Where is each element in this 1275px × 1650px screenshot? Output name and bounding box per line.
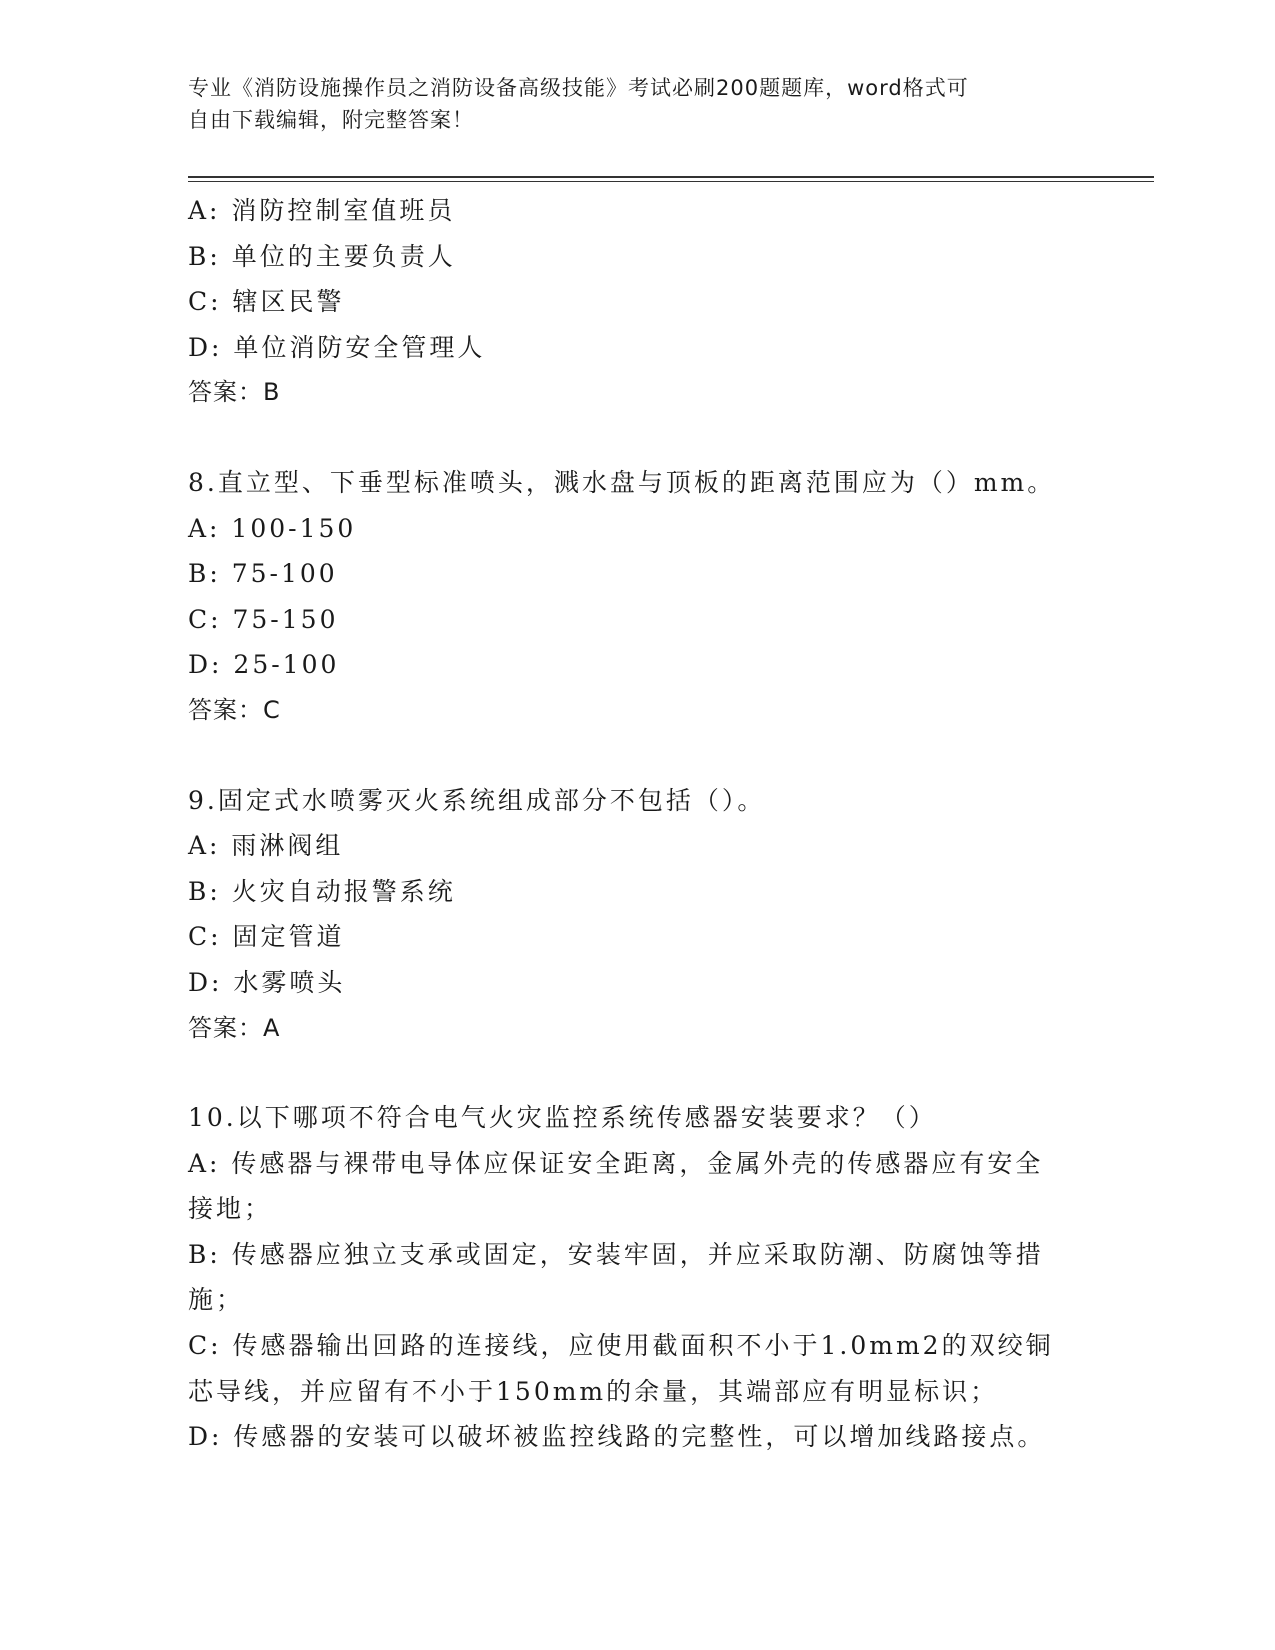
option-b-line-2: 施；	[188, 1285, 245, 1315]
option-b-line-1: B: 传感器应独立支承或固定，安装牢固，并应采取防潮、防腐蚀等措	[188, 1239, 1044, 1269]
question-block-8	[188, 460, 1088, 734]
option-c: C: 固定管道	[188, 922, 345, 952]
header-line-1: 专业《消防设施操作员之消防设备高级技能》考试必刷200题题库，word格式可	[188, 76, 969, 100]
option-a: A: 雨淋阀组	[188, 831, 344, 861]
question-block-10	[188, 1095, 1088, 1460]
header-divider-thick	[188, 176, 1154, 178]
document-header	[188, 72, 1068, 136]
option-d: D: 水雾喷头	[188, 967, 346, 997]
option-d: D: 25-100	[188, 650, 340, 680]
header-divider-thin	[188, 181, 1154, 182]
option-c-line-2: 芯导线，并应留有不小于150mm的余量，其端部应有明显标识；	[188, 1376, 999, 1406]
question-list	[188, 188, 1088, 1460]
option-a: A: 100-150	[188, 513, 357, 543]
option-a-line-2: 接地；	[188, 1194, 273, 1224]
option-a: A: 消防控制室值班员	[188, 196, 456, 225]
question-block-9	[188, 778, 1088, 1052]
option-b: B: 火灾自动报警系统	[188, 876, 456, 906]
option-d-line-1: D: 传感器的安装可以破坏被监控线路的完整性，可以增加线路接点。	[188, 1422, 1046, 1452]
option-b: B: 75-100	[188, 559, 338, 589]
answer-line: 答案：C	[188, 695, 281, 724]
option-c: C: 辖区民警	[188, 287, 345, 317]
question-block-7	[188, 188, 1088, 416]
option-b: B: 单位的主要负责人	[188, 241, 456, 271]
question-text: 8.直立型、下垂型标准喷头，溅水盘与顶板的距离范围应为（）mm。	[188, 467, 1056, 497]
option-a-line-1: A: 传感器与裸带电导体应保证安全距离，金属外壳的传感器应有安全	[188, 1148, 1044, 1178]
answer-line: 答案：A	[188, 1013, 281, 1042]
option-c-line-1: C: 传感器输出回路的连接线，应使用截面积不小于1.0mm2的双绞铜	[188, 1331, 1054, 1361]
question-text: 10.以下哪项不符合电气火灾监控系统传感器安装要求？（）	[188, 1103, 937, 1133]
question-text: 9.固定式水喷雾灭火系统组成部分不包括（）。	[188, 785, 766, 815]
option-c: C: 75-150	[188, 604, 339, 634]
header-line-2: 自由下载编辑，附完整答案！	[188, 108, 474, 132]
option-d: D: 单位消防安全管理人	[188, 332, 486, 362]
answer-line: 答案：B	[188, 378, 281, 407]
